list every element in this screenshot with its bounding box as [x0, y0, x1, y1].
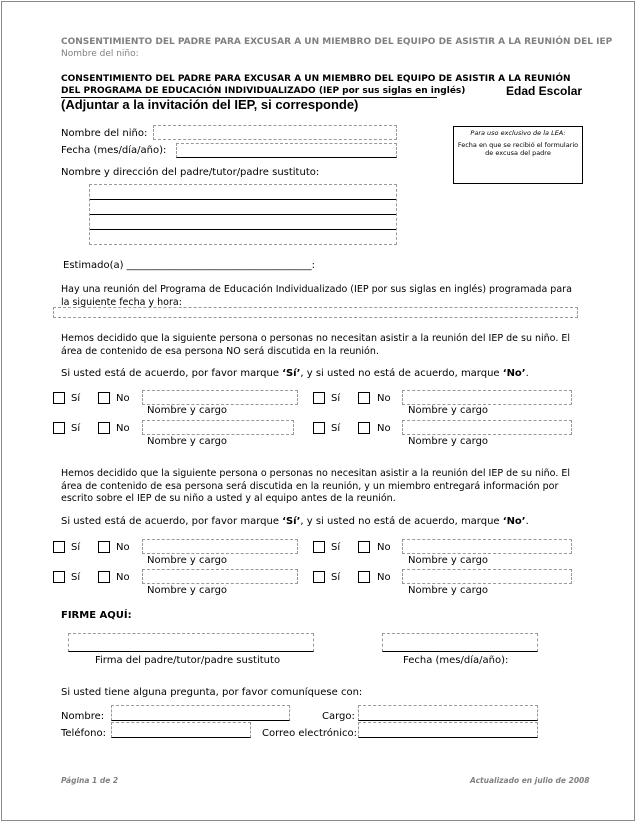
s2-r2-right-no-label: No: [377, 572, 391, 583]
child-name-field[interactable]: [153, 125, 397, 140]
child-name-label: Nombre del niño:: [61, 128, 148, 139]
s1-r2-left-si-checkbox[interactable]: [53, 422, 65, 434]
s1-r1-right-name-field[interactable]: [402, 390, 572, 405]
s1-r2-right-si-label: Sí: [331, 423, 341, 434]
s1-r2-left-name-field[interactable]: [142, 420, 294, 435]
s2-r2-left-si-checkbox[interactable]: [53, 571, 65, 583]
contact-phone-label: Teléfono:: [61, 728, 106, 739]
gray-header-child-name: Nombre del niño:: [61, 49, 139, 59]
s2-r2-right-name-field[interactable]: [402, 569, 572, 584]
s1-r1-left-no-checkbox[interactable]: [98, 392, 110, 404]
s2-r1-right-no-checkbox[interactable]: [358, 541, 370, 553]
contact-email-label: Correo electrónico:: [262, 728, 357, 739]
s2-r1-left-no-checkbox[interactable]: [98, 541, 110, 553]
footer-page-number: Página 1 de 2: [61, 776, 119, 785]
contact-phone-field[interactable]: [111, 722, 251, 738]
section1-paragraph: Hemos decidido que la siguiente persona o personas no necesitan asistir a la reunión del IEP de su niño. El área de contenido de esa persona NO será discutida en la reunión.: [61, 333, 571, 357]
s1-r2-left-si-label: Sí: [71, 423, 81, 434]
signature-date-field[interactable]: [382, 633, 538, 652]
s1-r1-right-si-label: Sí: [331, 393, 341, 404]
s2-r2-right-si-label: Sí: [331, 572, 341, 583]
s2-r2-left-no-checkbox[interactable]: [98, 571, 110, 583]
s2-r1-right-name-field[interactable]: [402, 539, 572, 554]
s2-r1-right-no-label: No: [377, 542, 391, 553]
s1-r1-left-name-field[interactable]: [142, 390, 298, 405]
contact-email-field[interactable]: [358, 722, 538, 738]
contact-role-label: Cargo:: [322, 711, 355, 722]
s1-r2-right-si-checkbox[interactable]: [313, 422, 325, 434]
section2-instruction: Si usted está de acuerdo, por favor marque ‘Sí’, y si usted no está de acuerdo, marque ‘No’.: [61, 516, 529, 527]
s2-r2-left-si-label: Sí: [71, 572, 81, 583]
s1-r1-right-si-checkbox[interactable]: [313, 392, 325, 404]
estimado-line[interactable]: _____________________________________:: [126, 260, 316, 271]
s1-r2-left-no-checkbox[interactable]: [98, 422, 110, 434]
s2-r1-left-si-label: Sí: [71, 542, 81, 553]
s2-r1-left-no-label: No: [116, 542, 130, 553]
contact-name-label: Nombre:: [61, 711, 105, 722]
lea-box-line-2: Fecha en que se recibió el formulario: [457, 141, 579, 149]
sign-here-heading: FIRME AQUÍ:: [61, 610, 132, 621]
parent-signature-field[interactable]: [68, 633, 314, 652]
s1-r2-left-no-label: No: [116, 423, 130, 434]
edad-escolar-label: Edad Escolar: [506, 84, 583, 98]
s1-r2-right-no-checkbox[interactable]: [358, 422, 370, 434]
lea-box-title: Para uso exclusivo de la LEA:: [470, 129, 566, 137]
parent-name-address-label: Nombre y dirección del padre/tutor/padre sustituto:: [61, 167, 320, 178]
contact-name-field[interactable]: [111, 705, 290, 721]
lea-box-line-3: de excusa del padre: [485, 149, 551, 157]
s2-r1-right-si-label: Sí: [331, 542, 341, 553]
s1-r1-right-no-label: No: [377, 393, 391, 404]
parent-signature-label: Firma del padre/tutor/padre sustituto: [95, 655, 281, 666]
s1-r1-left-si-label: Sí: [71, 393, 81, 404]
s1-r2-left-name-role-label: Nombre y cargo: [147, 436, 228, 447]
s1-r1-right-name-role-label: Nombre y cargo: [408, 405, 489, 416]
s1-r2-right-no-label: No: [377, 423, 391, 434]
page-border: [1, 1, 635, 821]
lea-office-box: [453, 126, 583, 184]
s2-r2-left-name-field[interactable]: [142, 569, 298, 584]
s2-r2-right-name-role-label: Nombre y cargo: [408, 585, 489, 596]
footer-updated-date: Actualizado en julio de 2008: [470, 776, 590, 785]
date-label: Fecha (mes/día/año):: [61, 145, 167, 156]
s2-r2-left-no-label: No: [116, 572, 130, 583]
estimado-label: Estimado(a) _____________________________________:: [63, 260, 316, 271]
parent-address-field[interactable]: [89, 184, 397, 245]
s2-r1-left-name-role-label: Nombre y cargo: [147, 555, 228, 566]
s1-r1-left-no-label: No: [116, 393, 130, 404]
date-field[interactable]: [176, 143, 397, 158]
s2-r1-right-name-role-label: Nombre y cargo: [408, 555, 489, 566]
meeting-text: Hay una reunión del Programa de Educación Individualizado (IEP por sus siglas en inglés) programada para la siguiente fecha y hora:: [61, 284, 572, 308]
s2-r2-right-no-checkbox[interactable]: [358, 571, 370, 583]
contact-role-field[interactable]: [358, 705, 538, 721]
title-line-1: CONSENTIMIENTO DEL PADRE PARA EXCUSAR A UN MIEMBRO DEL EQUIPO DE ASISTIR A LA REUNIÓN: [61, 74, 571, 84]
s2-r2-left-name-role-label: Nombre y cargo: [147, 585, 228, 596]
s2-r2-right-si-checkbox[interactable]: [313, 571, 325, 583]
s2-r1-right-si-checkbox[interactable]: [313, 541, 325, 553]
s2-r1-left-name-field[interactable]: [142, 539, 298, 554]
meeting-date-time-field[interactable]: [53, 307, 578, 318]
s1-r1-right-no-checkbox[interactable]: [358, 392, 370, 404]
title-line-2: DEL PROGRAMA DE EDUCACIÓN INDIVIDUALIZADO (IEP por sus siglas en inglés): [61, 86, 466, 96]
s1-r2-right-name-role-label: Nombre y cargo: [408, 436, 489, 447]
subtitle: (Adjuntar a la invitación del IEP, si corresponde): [61, 97, 359, 112]
gray-header-title: CONSENTIMIENTO DEL PADRE PARA EXCUSAR A UN MIEMBRO DEL EQUIPO DE ASISTIR A LA REUNIÓN DEL IEP: [61, 37, 613, 47]
contact-intro: Si usted tiene alguna pregunta, por favor comuníquese con:: [61, 687, 363, 698]
s1-r2-right-name-field[interactable]: [402, 420, 572, 435]
section1-instruction: Si usted está de acuerdo, por favor marque ‘Sí’, y si usted no está de acuerdo, marque ‘No’.: [61, 368, 529, 379]
s2-r1-left-si-checkbox[interactable]: [53, 541, 65, 553]
s1-r1-left-name-role-label: Nombre y cargo: [147, 405, 228, 416]
section2-paragraph: Hemos decidido que la siguiente persona o personas no necesitan asistir a la reunión del IEP de su niño. El área de contenido de esa persona será discutida en la reunión, y un miembro entregará información por escrito sobre el IEP de su niño a usted y al equipo antes de la reunión.: [61, 468, 571, 504]
s1-r1-left-si-checkbox[interactable]: [53, 392, 65, 404]
signature-date-label: Fecha (mes/día/año):: [403, 655, 509, 666]
